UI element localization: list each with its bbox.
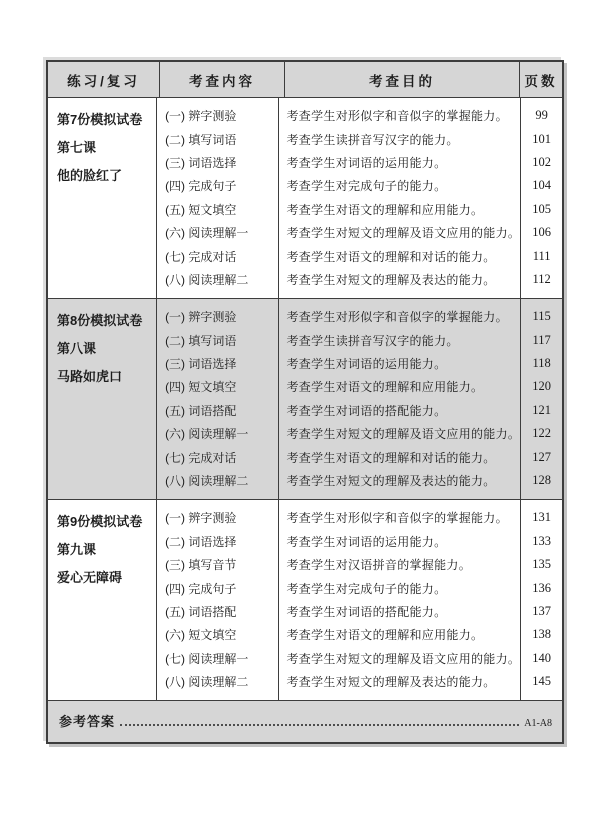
exam-purpose: 考查学生对短文的理解及语文应用的能力。 — [286, 651, 521, 666]
dotted-leader — [120, 724, 519, 726]
exam-content-item: (六) 阅读理解一 — [165, 427, 249, 442]
page-number: 99 — [535, 108, 548, 123]
exam-purpose-column — [279, 98, 522, 298]
exam-content-item: (二) 填写词语 — [165, 333, 237, 348]
page-number: 101 — [532, 131, 551, 146]
section-title-line: 第八课 — [57, 340, 97, 356]
exam-purpose: 考查学生对语文的理解和应用能力。 — [286, 202, 484, 217]
exam-section-9 — [48, 499, 562, 700]
page-number: 117 — [532, 332, 551, 347]
exam-purpose: 考查学生对语文的理解和应用能力。 — [286, 380, 484, 395]
page-number: 128 — [532, 473, 551, 488]
page-number: 105 — [532, 201, 551, 216]
section-title — [48, 500, 157, 700]
exam-content-item: (五) 词语搭配 — [165, 403, 237, 418]
page-number-column — [521, 299, 562, 499]
exam-purpose: 考查学生对完成句子的能力。 — [286, 179, 447, 194]
toc-table — [46, 60, 564, 744]
exam-content-column — [157, 299, 278, 499]
page-number: 131 — [532, 510, 551, 525]
page-number: 111 — [532, 248, 551, 263]
answer-key-label: 参考答案 — [59, 714, 116, 730]
exam-section-7 — [48, 98, 562, 298]
exam-purpose: 考查学生对词语的搭配能力。 — [286, 605, 447, 619]
section-title-line: 第九课 — [57, 541, 97, 557]
page-number: 135 — [532, 557, 551, 572]
section-title-line: 第8份模拟试卷 — [57, 312, 143, 328]
exam-purpose: 考查学生对语文的理解和应用能力。 — [286, 628, 484, 643]
exam-purpose: 考查学生对短文的理解及表达的能力。 — [286, 272, 496, 287]
exam-content-item: (七) 完成对话 — [165, 450, 237, 465]
exam-section-8 — [48, 298, 562, 499]
exam-content-item: (一) 辨字测验 — [165, 511, 237, 526]
exam-content-item: (一) 辨字测验 — [165, 310, 237, 325]
exam-purpose: 考查学生读拼音写汉字的能力。 — [286, 132, 459, 147]
exam-content-item: (五) 词语搭配 — [165, 605, 237, 619]
exam-content-item: (四) 完成句子 — [165, 179, 237, 194]
exam-content-item: (二) 词语选择 — [165, 534, 237, 549]
section-title-line: 第9份模拟试卷 — [57, 513, 143, 529]
page-number: 122 — [532, 426, 551, 441]
page-number: 115 — [532, 309, 551, 324]
exam-content-item: (八) 阅读理解二 — [165, 474, 249, 489]
page-number: 136 — [532, 580, 551, 595]
exam-purpose: 考查学生对语文的理解和对话的能力。 — [286, 450, 496, 465]
exam-purpose: 考查学生对词语的运用能力。 — [286, 155, 447, 170]
exam-purpose: 考查学生对短文的理解及语文应用的能力。 — [286, 226, 521, 241]
page-number: 120 — [532, 379, 551, 394]
exam-purpose: 考查学生对完成句子的能力。 — [286, 581, 447, 596]
exam-purpose: 考查学生对词语的运用能力。 — [286, 534, 447, 549]
column-header-practice: 练习/复习 — [48, 62, 160, 97]
exam-purpose: 考查学生对汉语拼音的掌握能力。 — [286, 558, 472, 573]
section-title-line: 第7份模拟试卷 — [57, 111, 143, 127]
page-number: 112 — [532, 271, 551, 286]
page-number: 138 — [532, 627, 551, 642]
exam-purpose: 考查学生对短文的理解及表达的能力。 — [286, 474, 496, 489]
exam-content-item: (一) 辨字测验 — [165, 109, 237, 124]
exam-content-item: (八) 阅读理解二 — [165, 272, 249, 287]
page-number: 106 — [532, 225, 551, 240]
page-number: 127 — [532, 449, 551, 464]
exam-purpose: 考查学生对形似字和音似字的掌握能力。 — [286, 310, 508, 325]
exam-purpose-column — [279, 299, 522, 499]
page-number: 121 — [532, 402, 551, 417]
exam-purpose: 考查学生对形似字和音似字的掌握能力。 — [286, 511, 508, 526]
exam-purpose: 考查学生对词语的运用能力。 — [286, 357, 447, 372]
exam-content-item: (七) 阅读理解一 — [165, 651, 249, 666]
exam-content-item: (五) 短文填空 — [165, 202, 237, 217]
exam-purpose: 考查学生对词语的搭配能力。 — [286, 403, 447, 418]
section-title-line: 第七课 — [57, 139, 97, 155]
exam-content-item: (四) 完成句子 — [165, 581, 237, 596]
exam-content-column — [157, 500, 278, 700]
exam-purpose: 考查学生对短文的理解及语文应用的能力。 — [286, 427, 521, 442]
exam-content-item: (三) 填写音节 — [165, 558, 237, 573]
exam-content-column — [157, 98, 278, 298]
section-title-line: 爱心无障碍 — [57, 569, 123, 585]
exam-content-item: (三) 词语选择 — [165, 357, 237, 372]
page-number-column — [521, 500, 562, 700]
page-number: 137 — [532, 604, 551, 618]
exam-purpose-column — [279, 500, 522, 700]
section-title-line: 他的脸红了 — [57, 167, 123, 183]
exam-content-item: (八) 阅读理解二 — [165, 675, 249, 690]
column-header-page: 页数 — [524, 74, 558, 89]
section-title — [48, 98, 157, 298]
page-number: 145 — [532, 674, 551, 689]
section-title — [48, 299, 157, 499]
exam-content-item: (六) 阅读理解一 — [165, 226, 249, 241]
exam-purpose: 考查学生对形似字和音似字的掌握能力。 — [286, 109, 508, 124]
page-number: 102 — [532, 154, 551, 169]
section-title-line: 马路如虎口 — [57, 368, 123, 384]
answer-key-row — [48, 700, 562, 742]
page-number: 133 — [532, 533, 551, 548]
exam-content-item: (四) 短文填空 — [165, 380, 237, 395]
answer-key-pages: A1-A8 — [524, 717, 552, 729]
table-header-row — [48, 62, 562, 98]
exam-content-item: (七) 完成对话 — [165, 249, 237, 264]
exam-content-item: (六) 短文填空 — [165, 628, 237, 643]
exam-content-item: (二) 填写词语 — [165, 132, 237, 147]
page-number: 104 — [532, 178, 551, 193]
exam-content-item: (三) 词语选择 — [165, 155, 237, 170]
page-number: 118 — [532, 356, 551, 371]
exam-purpose: 考查学生对短文的理解及表达的能力。 — [286, 675, 496, 690]
page-number-column — [521, 98, 562, 298]
column-header-content: 考查内容 — [160, 62, 285, 97]
page-number: 140 — [532, 650, 551, 665]
exam-purpose: 考查学生对语文的理解和对话的能力。 — [286, 249, 496, 264]
exam-purpose: 考查学生读拼音写汉字的能力。 — [286, 333, 459, 348]
column-header-purpose: 考查目的 — [285, 62, 520, 97]
